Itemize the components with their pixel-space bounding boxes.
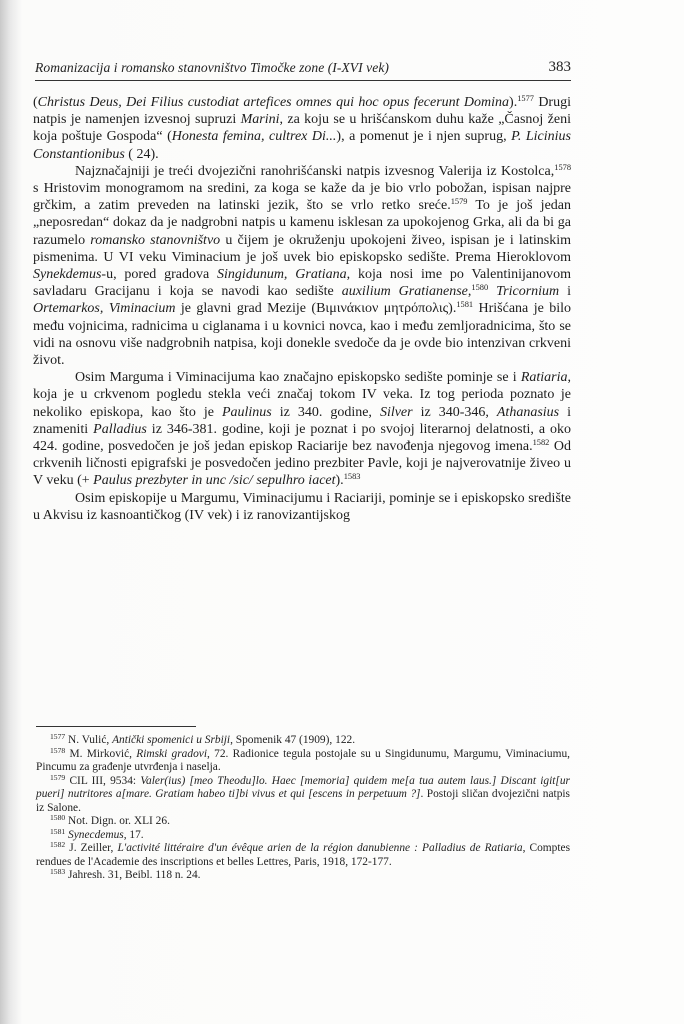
name-italic: Ortemarkos, Viminacium: [33, 301, 176, 317]
title-italic: Synecdemus: [68, 828, 124, 841]
text: Najznačajniji je treći dvojezični ranohrišćanski natpis izvesnog Valerija iz Kostolca,: [75, 163, 555, 179]
text: Not. Dign. or. XLI 26.: [65, 815, 170, 827]
text: iz 346-381. godine, koji je poznat i po svojoj literarnoj delatnosti, a oko 424. godine, posvedočen je još jedan episkop Raciarije bez navođenja njegovog imena.: [33, 421, 571, 455]
text: je glavni grad Mezije (Βιμινάκιον μητρόπολις).: [175, 301, 457, 317]
latin-quote: Paulus prezbyter in unc /sic/ sepulhro iacet: [93, 473, 336, 489]
text: iz 340-346,: [412, 404, 497, 420]
text: , 17.: [123, 828, 144, 841]
text: u čijem je okruženju upokojeni živeo, ispisan je i latinskim pismenima. U VI veku Viminacium je još uvek bio episkopsko sedište. Prema Hieroklovom: [33, 232, 572, 265]
text: CIL III, 9534:: [65, 774, 141, 787]
text: ,: [467, 284, 472, 300]
text: To je još jedan „neposredan“ dokaz da je nadgrobni natpis u kamenu isklesan za upokojenog Grka, ali da bi ga razumelo: [33, 198, 571, 248]
footnote-ref-1580[interactable]: 1580: [471, 283, 489, 293]
text: Hrišćana je bilo među vojnicima, radnicima u ciglanama i u kovnici novca, kao i među zemljoradnicima, što se vidi na osnovu više nadgrobnih natpisa, koji donekle svedoče da je ovde bio intenzivan crkveni život.: [33, 301, 572, 369]
footnote-ref-1579[interactable]: 1579: [450, 197, 468, 207]
name-italic: Silver: [379, 404, 413, 420]
latin-quote: Honesta femina, cultrex Di...: [171, 129, 337, 145]
text: ).: [509, 95, 518, 110]
footnote-ref-1577[interactable]: 1577: [517, 94, 534, 103]
name-italic: P. Licinius Constantionibus: [33, 129, 571, 162]
text: Od crkvenih ličnosti epigrafski je posvedočen jedino prezbiter Pavle, koji je najverovatnije živeo u V veku (+: [33, 439, 571, 489]
text: , koja nosi ime po Valentinijanovom savladaru Gracijanu i koja se navodi kao sedište: [33, 267, 571, 300]
name-italic: Athanasius: [496, 404, 560, 420]
page-number: 383: [548, 59, 571, 75]
footnote-1582: [36, 842, 570, 869]
text: , koja je u crkvenom pogledu stekla veći značaj tokom IV veka. Iz tog perioda poznato je nekoliko episkopa, kao što je: [33, 370, 571, 420]
text: , Comptes rendues de l'Academie des inscriptions et belles Lettres, Paris, 1918, 172-177.: [36, 842, 571, 868]
paragraph-2: [33, 163, 571, 369]
name-italic: Ratiaria: [520, 370, 568, 386]
title-italic: Rimski gradovi: [136, 747, 207, 760]
footnote-1579: [36, 772, 570, 816]
text: , za koju se u hrišćanskom duhu kaže „Časnoj ženi koja poštuje Gospoda“ (: [33, 112, 571, 145]
title-italic: Synekdemus: [33, 267, 102, 283]
title-italic: L'activité littéraire d'un évêque arien de la région danubienne : Palladius de Ratiaria: [117, 842, 523, 854]
latin-quote: Christus Deus, Dei Filius custodiat artefices omnes qui hoc opus fecerunt Domina: [37, 95, 510, 110]
text: . Postoji sličan dvojezični natpis iz Salone.: [36, 788, 570, 814]
footnote-number: 1583: [50, 867, 66, 876]
footnote-ref-1578[interactable]: 1578: [554, 162, 571, 172]
main-text: [33, 94, 571, 524]
text: i znameniti: [33, 404, 572, 437]
footnote-1581: [36, 826, 570, 843]
text: Jahresh. 31, Beibl. 118 n. 24.: [65, 869, 201, 881]
text: Osim episkopije u Margumu, Viminacijumu i Raciariji, pominje se i episkopsko središte u Akvisu iz kasnoantičkog (IV vek) i iz ranovizantijskog: [33, 490, 571, 523]
latin-quote: Valer(ius) [meo Theodu]lo. Haec [memoria] quidem me[a tua autem laus.] Discant igit[ur pueri] nutritores a[mare. Gratiam habeo ti]bi vivus et qui [escens in perpetuum ?]: [36, 774, 570, 800]
text: J. Zeiller,: [65, 842, 118, 854]
text: N. Vulić,: [65, 734, 113, 746]
name-italic: Tricornium: [496, 284, 560, 300]
paragraph-3: [33, 369, 571, 489]
footnote-number: 1579: [50, 772, 66, 782]
term-italic: romansko stanovništvo: [90, 232, 221, 248]
text: iz 340. godine,: [271, 404, 380, 420]
text: , 72. Radionice tegula postojale su u Singidunumu, Margumu, Viminaciumu, Pincumu za građenje utvrđenja i naselja.: [36, 747, 570, 773]
footnote-1580: [36, 815, 570, 829]
footnote-number: 1578: [50, 745, 66, 755]
footnote-1577: [36, 734, 570, 748]
footnote-1583: [36, 869, 570, 883]
text: , Spomenik 47 (1909), 122.: [230, 734, 356, 746]
paragraph-4: [33, 490, 571, 524]
name-italic: Marini: [240, 112, 280, 128]
footnote-number: 1581: [50, 826, 66, 836]
footnote-1578: [36, 745, 570, 775]
text: [488, 284, 496, 299]
name-italic: Paulinus: [221, 404, 272, 420]
paragraph-1: (Christus Deus, Dei Filius custodiat artefices omnes qui hoc opus fecerunt Domina).$^{1577}$ Drugi natpis je namenjen izvesnoj supruzi Marini, za koju se u hrišćanskom duhu kaže „Časnoj ženi koja poštuje Gospoda“ (Honesta femina, cultrex Di...), a pomenut je i njen suprug, P. Licinius Constantionibus ( 24).: [33, 94, 571, 162]
text: Drugi natpis je namenjen izvesnoj supruzi: [33, 95, 571, 128]
footnote-number: 1577: [50, 732, 66, 741]
footnote-number: 1582: [50, 840, 66, 849]
text: Osim Marguma i Viminacijuma kao značajno episkopsko sedište pominje se i: [75, 370, 521, 386]
text: s Hristovim monogramom na sredini, za koga se kaže da je bio vrlo pobožan, ispisan najpre grčkim, a zatim preveden na latinski jezik, što se vrlo retko sreće.: [33, 181, 571, 214]
footnote-divider: [36, 726, 196, 727]
page-header: [35, 58, 571, 81]
term-italic: auxilium Gratianense: [341, 284, 468, 300]
text: M. Mirković,: [65, 747, 137, 760]
footnote-ref-1582[interactable]: 1582: [532, 438, 550, 448]
title-italic: Antički spomenici u Srbiji: [112, 734, 231, 746]
running-title: Romanizacija i romansko stanovništvo Timočke zone (I-XVI vek): [35, 60, 390, 75]
footnote-ref-1581[interactable]: 1581: [456, 300, 474, 310]
footnotes: [36, 734, 570, 883]
text: ), a pomenut je i njen suprug,: [336, 129, 512, 145]
text: i: [559, 284, 572, 300]
text: ( 24).: [124, 146, 159, 162]
footnote-ref-1583[interactable]: 1583: [343, 472, 361, 482]
name-italic: Palladius: [93, 421, 147, 437]
text: -u, pored gradova: [101, 267, 218, 283]
name-italic: Singidunum, Gratiana: [217, 267, 347, 283]
text: ).: [335, 473, 344, 489]
footnote-number: 1580: [50, 813, 66, 822]
